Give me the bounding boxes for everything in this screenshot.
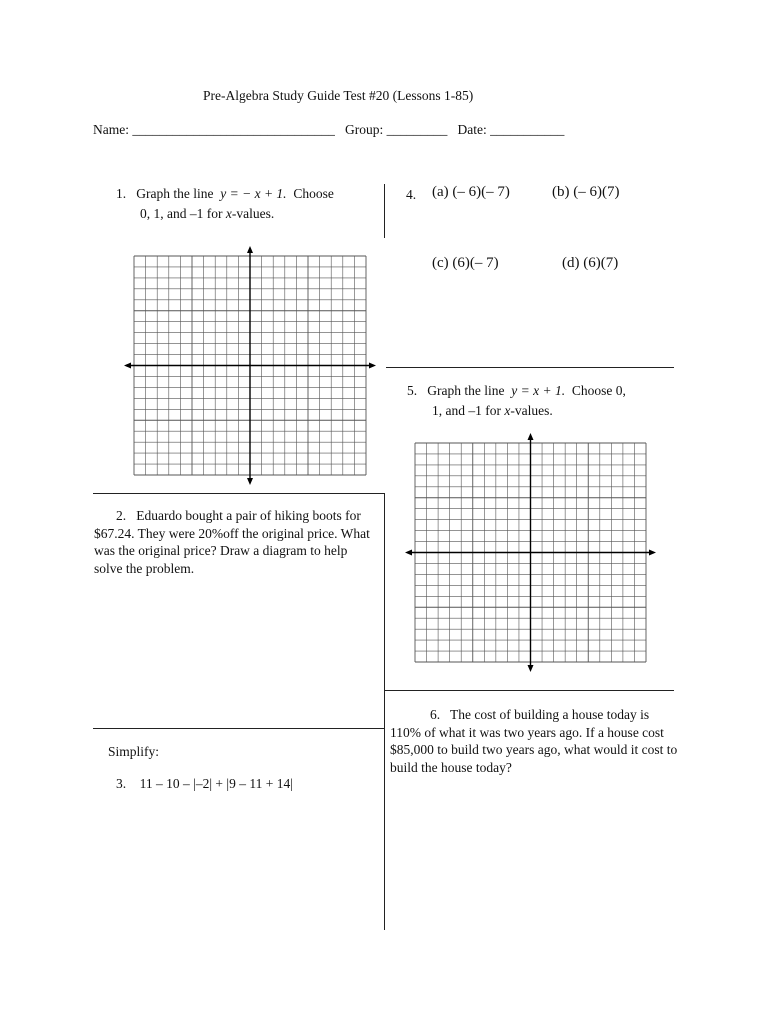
q1-number: 1. [116,186,127,201]
y-axis-arrow-down [528,665,534,672]
name-field[interactable]: ______________________________ [132,122,335,137]
q5-lead: Graph the line [427,383,505,398]
q1-line2-var: x [225,206,232,221]
q2-number: 2. [116,508,127,523]
x-axis-arrow-left [405,550,412,556]
q3-expression: 11 – 10 – |–2| + |9 – 11 + 14| [139,776,293,791]
x-axis-arrow-right [369,363,376,369]
divider-q5-q6 [384,690,674,691]
name-label: Name: [93,122,129,137]
question-6 [390,706,680,776]
group-label: Group: [345,122,384,137]
q1-equation: y = − x + 1. [220,186,287,201]
y-axis-arrow-up [247,246,253,253]
x-axis-arrow-right [649,550,656,556]
group-field[interactable]: _________ [386,122,448,137]
q5-line2-post: -values. [510,403,553,418]
q5-line2-var: x [504,403,511,418]
x-axis-arrow-left [124,363,131,369]
coordinate-grid-q1[interactable] [124,246,374,486]
q5-number: 5. [407,383,418,398]
q1-lead: Graph the line [136,186,214,201]
q4-part-b: (b) (– 6)(7) [552,184,620,200]
date-field[interactable]: ___________ [490,122,565,137]
q1-line2 [140,205,274,223]
divider-q4-q5 [386,367,674,368]
q5-line2 [432,402,553,420]
q5-after: Choose 0, [571,383,626,398]
question-1 [116,185,334,203]
question-3 [116,775,293,793]
q5-equation: y = x + 1. [511,383,566,398]
divider-q2-q3 [93,728,384,729]
divider-q1-q2 [93,493,384,494]
question-2 [94,507,374,577]
q1-line2-post: -values. [231,206,275,221]
q4-number: 4. [406,187,417,202]
q3-number: 3. [116,776,127,791]
q6-number: 6. [430,707,441,722]
q3-heading: Simplify: [108,744,160,759]
y-axis-arrow-up [528,433,534,440]
q5-line2-pre: 1, and –1 for [432,403,505,418]
question-5 [407,382,626,400]
q2-text: Eduardo bought a pair of hiking boots for $67.24. They were 20%off the original price. What was the original price? Draw a diagram to help solve the problem. [94,508,370,576]
q4-part-c: (c) (6)(– 7) [432,255,499,271]
divider-main-vertical [384,493,385,930]
name-line [93,121,564,139]
q4-part-a: (a) (– 6)(– 7) [432,184,510,200]
divider-top-vertical [384,184,385,238]
y-axis-arrow-down [247,478,253,485]
q1-after: Choose [293,186,334,201]
q4-part-d: (d) (6)(7) [562,255,619,271]
q6-text: The cost of building a house today is 110% of what it was two years ago. If a house cost $85,000 to build two years ago, what would it cost to build the house today? [390,707,678,775]
page-title: Pre-Algebra Study Guide Test #20 (Lessons 1-85) [203,88,474,103]
coordinate-grid-q5[interactable] [405,433,655,671]
q1-line2-pre: 0, 1, and –1 for [140,206,226,221]
date-label: Date: [457,122,487,137]
